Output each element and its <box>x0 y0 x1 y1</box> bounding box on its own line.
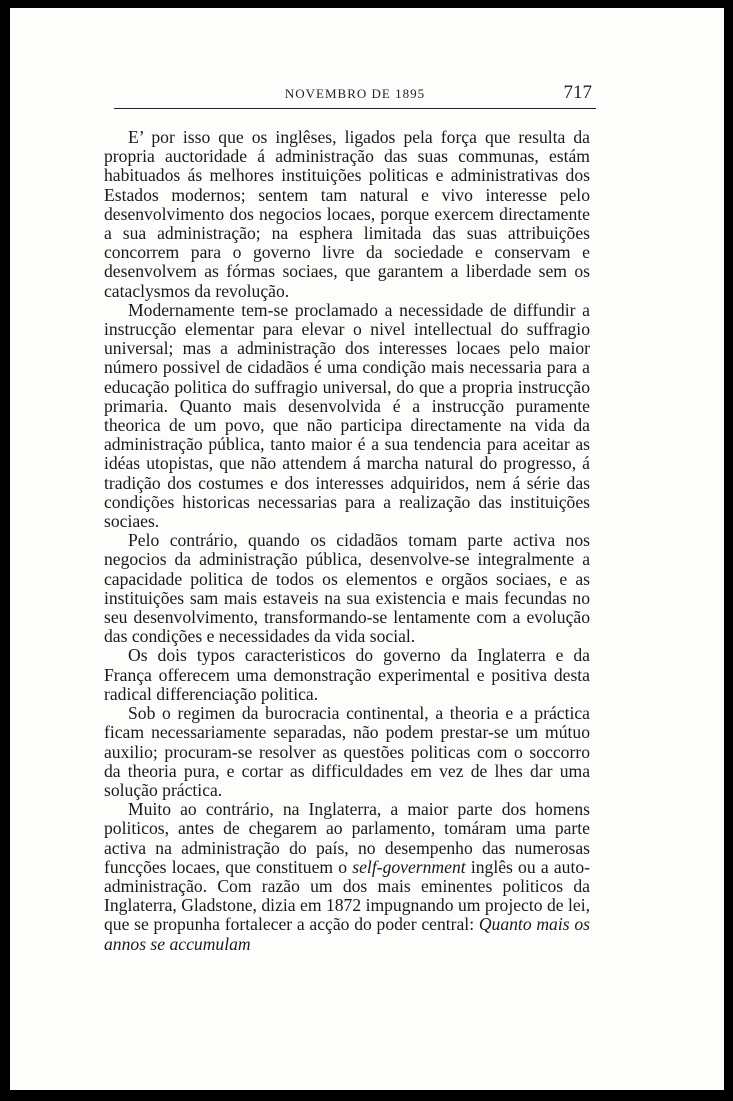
page-number: 717 <box>563 82 592 103</box>
paragraph <box>104 800 590 954</box>
italic-quote: Quanto mais os annos se accumulam <box>104 914 590 954</box>
header-title: NOVEMBRO DE 1895 <box>284 86 426 101</box>
text-segment: Muito ao contrário, na Inglaterra, a maior parte dos homens politicos, antes de chegarem ao parlamento, tomáram uma parte activa na administração do país, no desempenho das numerosas funcções locaes, que constituem o <box>104 799 590 877</box>
italic-term: self-government <box>352 856 466 877</box>
paragraph: Os dois typos caracteristicos do governo da Inglaterra e da França offerecem uma demonstração experimental e positiva desta radical differenciação politica. <box>104 645 590 704</box>
paragraph: E’ por isso que os inglêses, ligados pela força que resulta da propria auctoridade á administração das suas communas, estám habituados ás melhores instituições politicas e administrativas dos Estados modernos; sentem tam natural e vivo interesse pelo desenvolvimento dos negocios locaes, porque exercem directamente a sua administração; na esphera limitada das suas attribuições concorrem para o governo livre da sociedade e conservam e desenvolvem as fórmas sociaes, que garantem a liberdade sem os cataclysmos da revolução. <box>104 127 590 301</box>
paragraph: Pelo contrário, quando os cidadãos tomam parte activa nos negocios da administração pública, desenvolve-se integralmente a capacidade politica de todos os elementos e orgãos sociaes, e as instituições sam mais estaveis na sua existencia e mais fecundas no seu desenvolvimento, transformando-se lentamente com a evolução das condições e necessidades da vida social. <box>104 530 590 647</box>
scanned-page <box>10 8 724 1090</box>
paragraph: Sob o regimen da burocracia continental, a theoria e a práctica ficam necessariamente separadas, não podem prestar-se um mútuo auxilio; procuram-se resolver as questões politicas com o soccorro da theoria pura, e cortar as difficuldades em vez de lhes dar uma solução práctica. <box>104 703 590 800</box>
text-segment: inglês ou a auto-administração. Com razão um dos mais eminentes politicos da Inglaterra, Gladstone, dizia em 1872 impugnando um projecto de lei, que se propunha fortalecer a acção do poder central: <box>104 856 591 935</box>
paragraph: Modernamente tem-se proclamado a necessidade de diffundir a instrucção elementar para elevar o nivel intellectual do suffragio universal; mas a administração dos interesses locaes pelo maior número possivel de cidadãos é uma condição mais necessaria para a educação politica do suffragio universal, do que a propria instrucção primaria. Quanto mais desenvolvida é a instrucção puramente theorica de um povo, que não participa directamente na vida da administração pública, tanto maior é a sua tendencia para aceitar as idéas utopistas, que não attendem á marcha natural do progresso, á tradição dos costumes e dos interesses adquiridos, nem á série das condições historicas necessarias para a realização das instituições sociaes. <box>104 299 590 532</box>
body-text <box>104 128 590 954</box>
running-header <box>114 80 596 109</box>
